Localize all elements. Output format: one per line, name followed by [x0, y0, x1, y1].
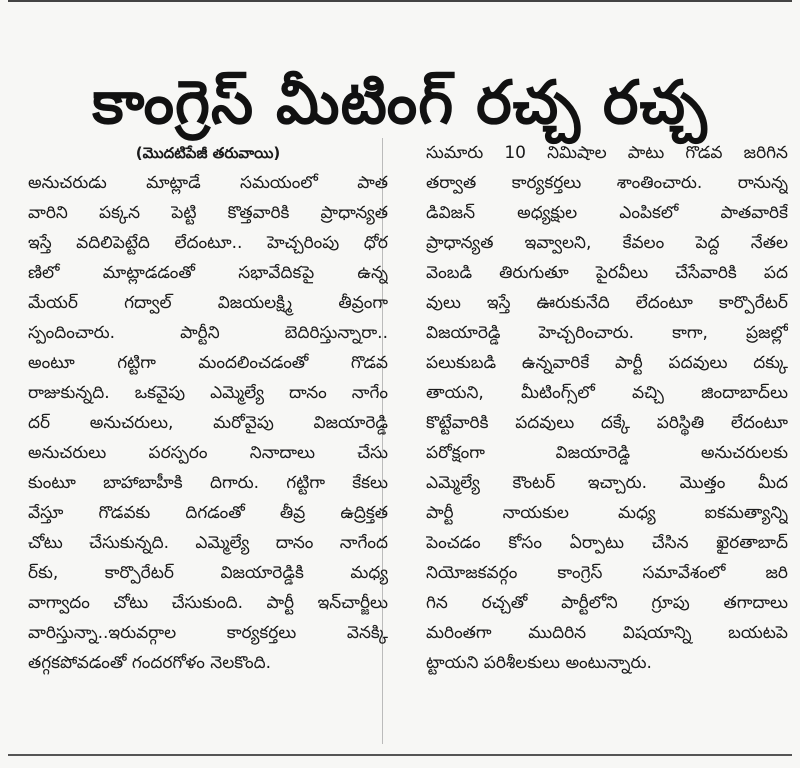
body-line: తాయని, మీటింగ్స్‌లో వచ్చి జిందాబాద్‌లు — [426, 383, 788, 403]
body-line: పరోక్షంగా విజయారెడ్డి అనుచరులకు — [426, 443, 788, 463]
body-line: అనుచరులు పరస్పరం నినాదాలు చేసు — [28, 443, 388, 463]
body-line: వేస్తూ గొడవకు దిగడంతో తీవ్ర ఉద్రిక్తత — [28, 503, 388, 523]
body-line: వెంబడి తిరుగుతూ పైరవీలు చేసేవారికి పద — [426, 263, 788, 283]
body-line: వులు ఇస్తే ఊరుకునేది లేదంటూ కార్పొరేటర్ — [426, 293, 788, 313]
body-line: మేయర్ గద్వాల్ విజయలక్ష్మి తీవ్రంగా — [28, 293, 388, 313]
body-line: అంటూ గట్టిగా మందలించడంతో గొడవ — [28, 353, 388, 373]
body-line: పార్టీ నాయకుల మధ్య ఐకమత్యాన్ని — [426, 503, 788, 523]
body-line: నియోజకవర్గం కాంగ్రెస్ సమావేశంలో జరి — [426, 563, 788, 583]
body-line: కొట్టేవారికి పదవులు దక్కే పరిస్థితి లేదంటూ — [426, 413, 788, 433]
top-rule — [8, 0, 792, 2]
body-line: వాగ్వాదం చోటు చేసుకుంది. పార్టీ ఇన్‌చార్జీలు — [28, 593, 388, 613]
body-line: ణిలో మాట్లాడడంతో సభావేదికపై ఉన్న — [28, 263, 388, 283]
article-body — [28, 138, 788, 740]
body-line: పలుకుబడి ఉన్నవారికే పార్టీ పదవులు దక్కు — [426, 353, 788, 373]
body-line: ట్టాయని పరిశీలకులు అంటున్నారు. — [426, 653, 652, 673]
body-line: గిన రచ్చతో పార్టీలోని గ్రూపు తగాదాలు — [426, 593, 788, 613]
body-line: ర్‌కు, కార్పొరేటర్ విజయారెడ్డికి మధ్య — [28, 563, 388, 583]
body-line: దర్ అనుచరులు, మరోవైపు విజయారెడ్డి — [28, 413, 388, 433]
bottom-rule — [8, 754, 792, 756]
body-line: మరింతగా ముదిరిన విషయాన్ని బయటపె — [426, 623, 788, 643]
body-line: తగ్గకపోవడంతో గందరగోళం నెలకొంది. — [28, 653, 272, 673]
body-line: రాజుకున్నది. ఒకవైపు ఎమ్మెల్యే దానం నాగేం — [28, 383, 388, 403]
left-column — [28, 138, 388, 740]
body-line: డివిజన్ అధ్యక్షుల ఎంపికలో పాతవారికే — [426, 203, 788, 223]
body-line: పెంచడం కోసం ఏర్పాటు చేసిన ఖైరతాబాద్ — [426, 533, 788, 553]
body-line: అనుచరుడు మాట్లాడే సమయంలో పాత — [28, 173, 388, 193]
body-line: విజయారెడ్డి హెచ్చరించారు. కాగా, ప్రజల్లో — [426, 323, 788, 343]
right-column — [426, 138, 788, 740]
body-line: సుమారు 10 నిమిషాల పాటు గొడవ జరిగిన — [426, 143, 788, 163]
body-line: వారిని పక్కన పెట్టి కొత్తవారికి ప్రాధాన్యత — [28, 203, 388, 223]
headline: కాంగ్రెస్ మీటింగ్ రచ్చ రచ్చ — [92, 68, 708, 139]
kicker: (మొదటిపేజీ తరువాయి) — [135, 144, 281, 162]
body-line: తర్వాత కార్యకర్తలు శాంతించారు. రానున్న — [426, 173, 788, 193]
body-line: ఎమ్మెల్యే కౌంటర్ ఇచ్చారు. మొత్తం మీద — [426, 473, 788, 493]
body-line: చోటు చేసుకున్నది. ఎమ్మెల్యే దానం నాగేంద — [28, 533, 388, 553]
body-line: స్పందించారు. పార్టీని బెదిరిస్తున్నారా.. — [28, 323, 388, 343]
body-line: వారిస్తున్నా..ఇరువర్గాల కార్యకర్తలు వెనక్కి — [28, 623, 388, 643]
body-line: ఇస్తే వదిలిపెట్టేది లేదంటూ.. హెచ్చరింపు ధోర — [28, 233, 388, 253]
body-line: ప్రాధాన్యత ఇవ్వాలని, కేవలం పెద్ద నేతల — [426, 233, 788, 253]
body-line: కుంటూ బాహాబాహీకి దిగారు. గట్టిగా కేకలు — [28, 473, 388, 493]
